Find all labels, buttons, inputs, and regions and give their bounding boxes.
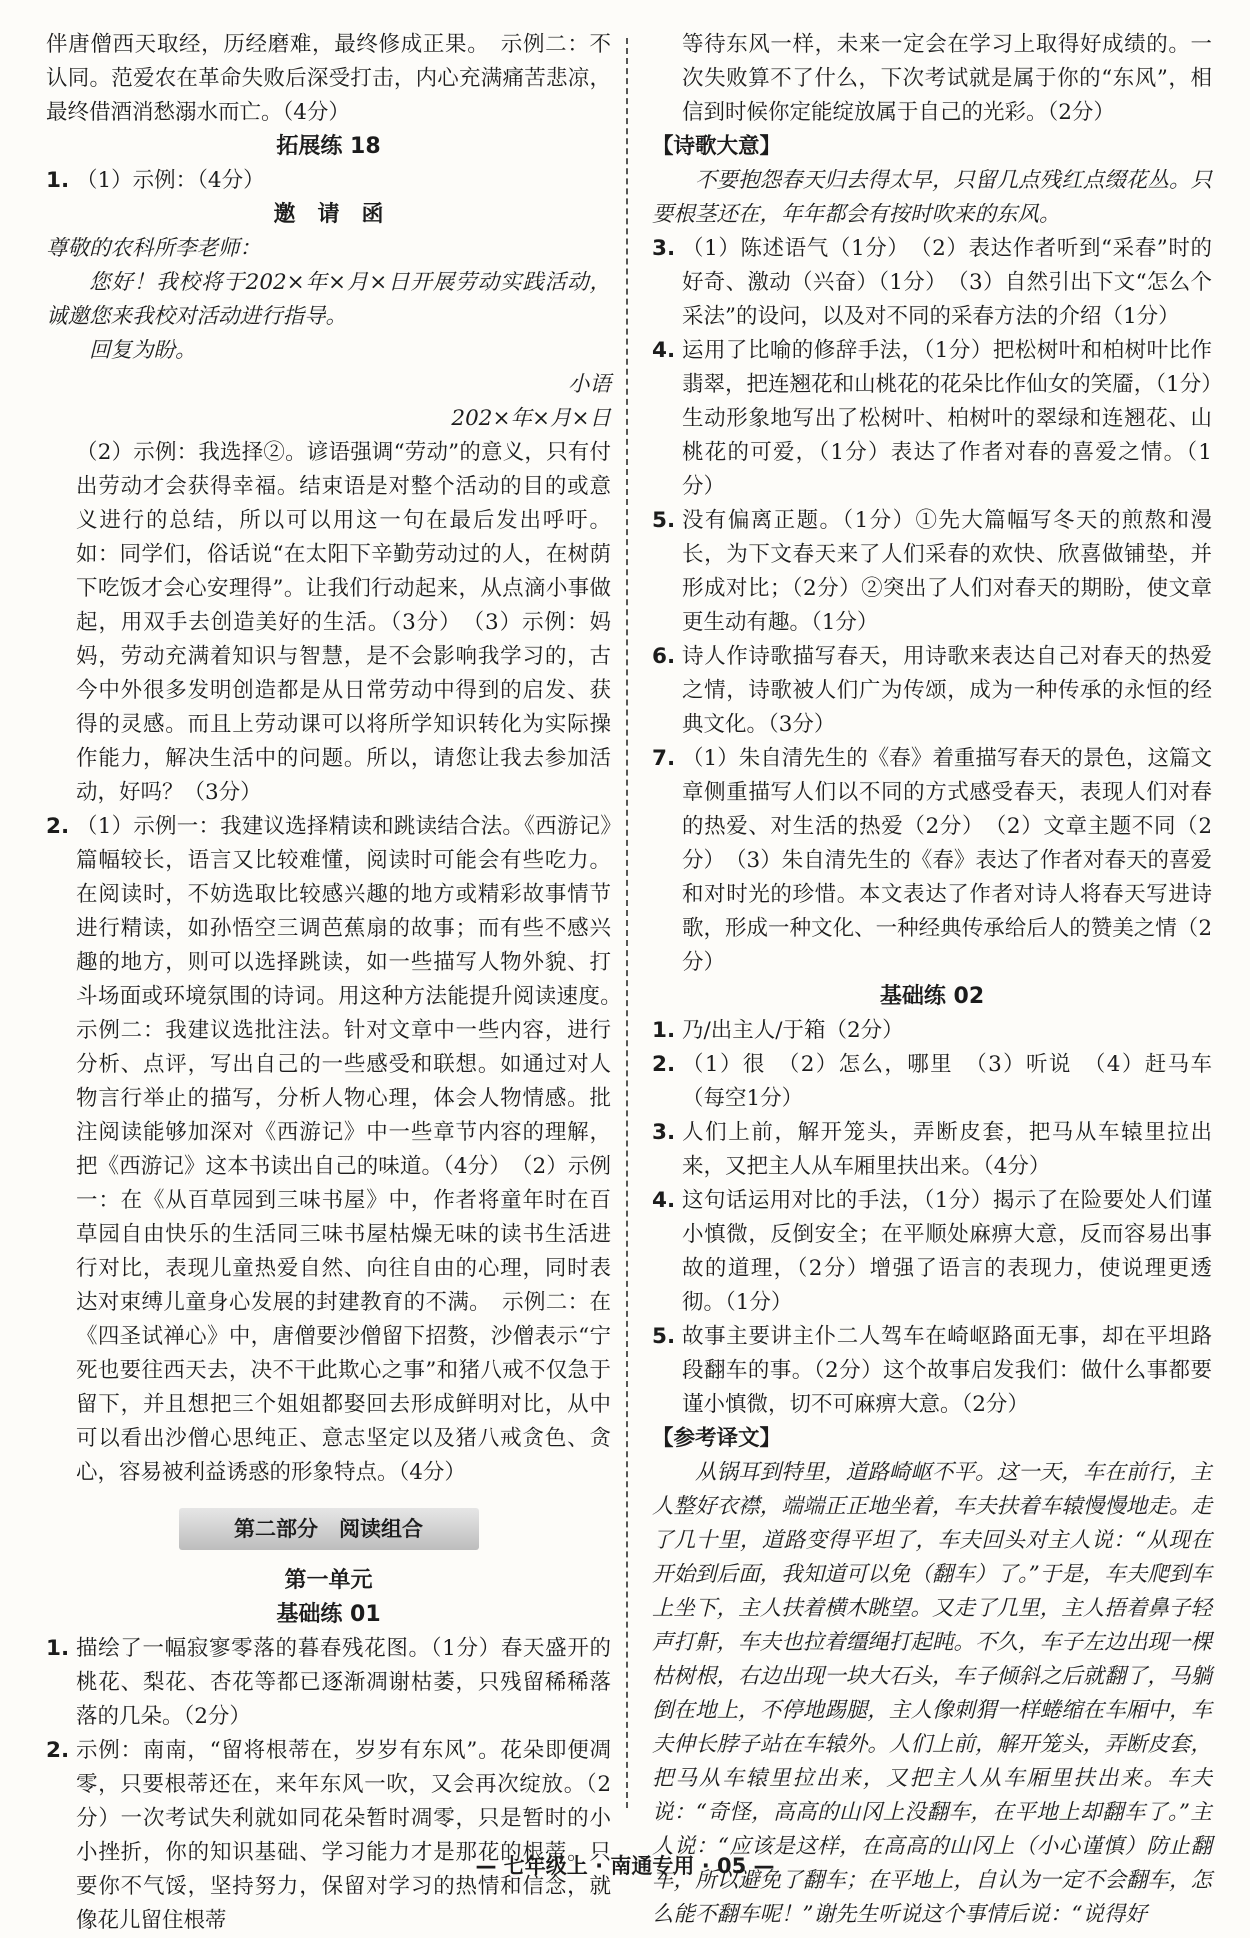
- answer-text: （2）示例：我选择②。谚语强调“劳动”的意义，只有付出劳动才会获得幸福。结束语是对整个活动的目的或意义进行的总结，所以可以用这一句在最后发出呼吁。如：同学们，俗话说“在太阳下辛勤劳动过的人，在树荫下吃饭才会心安理得”。让我们行动起来，从点滴小事做起，用双手去创造美好的生活。（3分） （3）示例：妈妈，劳动充满着知识与智慧，是不会影响我学习的，古今中外很多发明创造都是从日常劳动中得到的启发、获得的灵感。而且上劳动课可以将所学知识转化为实际操作能力，解决生活中的问题。所以，请您让我去参加活动，好吗？（3分）: [76, 440, 611, 805]
- question-number: 2.: [46, 814, 70, 839]
- letter-reply: 回复为盼。: [89, 338, 197, 363]
- section-heading-basic-02: 基础练 02: [879, 984, 985, 1009]
- answer-text: 诗人作诗歌描写春天，用诗歌来表达自己对春天的热爱之情，诗歌被人们广为传颂，成为一种传承的永恒的经典文化。（3分）: [682, 644, 1212, 737]
- question-7: [652, 742, 1212, 980]
- unit-heading: 第一单元: [284, 1568, 373, 1593]
- poem-meaning-heading: 【诗歌大意】: [652, 134, 782, 159]
- question-number: 1.: [46, 1636, 70, 1661]
- answer-text: （1）朱自清先生的《春》着重描写春天的景色，这篇文章侧重描写人们以不同的方式感受春天，表现人们对春的热爱、对生活的热爱（2分） （2）文章主题不同（2分） （3）朱自清先生的《春》表达了作者对春天的喜爱和对时光的珍惜。本文表达了作者对诗人将春天写进诗歌，形成一种文化、一种经典传承给后人的赞美之情（2分）: [682, 746, 1212, 975]
- answer-text: （1）很 （2）怎么，哪里 （3）听说 （4）赶马车（每空1分）: [682, 1052, 1212, 1111]
- section-heading-expand-18: 拓展练 18: [276, 134, 381, 159]
- letter-date: 202×年×月×日: [451, 406, 611, 431]
- question-2: [46, 810, 633, 1490]
- basic02-question-1: [652, 1014, 1212, 1048]
- answer-text: 人们上前，解开笼头，弄断皮套，把马从车辕里拉出来，又把主人从车厢里扶出来。（4分）: [682, 1120, 1212, 1179]
- answer-text: 没有偏离正题。（1分）①先大篇幅写冬天的煎熬和漫长，为下文春天来了人们采春的欢快、欣喜做铺垫，并形成对比；（2分）②突出了人们对春天的期盼，使文章更生动有趣。（1分）: [682, 508, 1212, 635]
- basic02-question-3: [652, 1116, 1212, 1184]
- basic02-question-2: [652, 1048, 1212, 1116]
- answer-text: 示例：南南，“留将根蒂在，岁岁有东风”。花朵即便凋零，只要根蒂还在，来年东风一吹，又会再次绽放。（2分）一次考试失利就如同花朵暂时凋零，只是暂时的小小挫折，你的知识基础、学习能力才是那花的根蒂。只要你不气馁，坚持努力，保留对学习的热情和信念，就像花儿留住根蒂: [76, 1738, 611, 1933]
- section-heading-basic-01: 基础练 01: [276, 1602, 381, 1627]
- question-number: 4.: [652, 1188, 676, 1213]
- answer-text: 故事主要讲主仆二人驾车在崎岖路面无事，却在平坦路段翻车的事。（2分）这个故事启发我们：做什么事都要谨小慎微，切不可麻痹大意。（2分）: [682, 1324, 1212, 1417]
- question-3: [652, 232, 1212, 334]
- question-1: [46, 164, 611, 198]
- column-divider: [626, 38, 628, 1808]
- answer-text: （1）示例：（4分）: [76, 168, 265, 193]
- question-5: [652, 504, 1212, 640]
- answer-text: 这句话运用对比的手法，（1分）揭示了在险要处人们谨小慎微，反倒安全；在平顺处麻痹大意，反而容易出事故的道理，（2分）增强了语言的表现力，使说理更透彻。（1分）: [682, 1188, 1212, 1315]
- translation-text: 从锅耳到特里，道路崎岖不平。这一天，车在前行，主人整好衣襟，端端正正地坐着，车夫扶着车辕慢慢地走。走了几十里，道路变得平坦了，车夫回头对主人说：“从现在开始到后面，我知道可以免（翻车）了。”于是，车夫爬到车上坐下，主人扶着横木眺望。又走了几里，主人捂着鼻子轻声打鼾，车夫也拉着缰绳打起盹。不久，车子左边出现一棵枯树根，右边出现一块大石头，车子倾斜之后就翻了，马躺倒在地上，不停地踢腿，主人像刺猬一样蜷缩在车厢中，车夫伸长脖子站在车辕外。人们上前，解开笼头，弄断皮套，把马从车辕里拉出来，又把主人从车厢里扶出来。车夫说：“奇怪，高高的山冈上没翻车，在平地上却翻车了。”主人说：“应该是这样，在高高的山冈上（小心谨慎）防止翻车，所以避免了翻车；在平地上，自认为一定不会翻车，怎么能不翻车呢！”谢先生听说这个事情后说：“说得好: [652, 1460, 1212, 1927]
- answer-text: 运用了比喻的修辞手法，（1分）把松树叶和柏树叶比作翡翠，把连翘花和山桃花的花朵比作仙女的笑靥，（1分）生动形象地写出了松树叶、柏树叶的翠绿和连翘花、山桃花的可爱，（1分）表达了作者对春的喜爱之情。（1分）: [682, 338, 1212, 499]
- question-number: 2.: [46, 1738, 70, 1763]
- part-banner: 第二部分 阅读组合: [179, 1508, 479, 1550]
- question-6: [652, 640, 1212, 742]
- letter-body: 您好！我校将于202×年×月×日开展劳动实践活动，诚邀您来我校对活动进行指导。: [46, 270, 611, 329]
- question-number: 5.: [652, 1324, 676, 1349]
- question-number: 1.: [46, 168, 70, 193]
- letter-title: 邀 请 函: [273, 202, 384, 227]
- question-number: 4.: [652, 338, 676, 363]
- poem-meaning: 不要抱怨春天归去得太早，只留几点残红点缀花丛。只要根茎还在，年年都会有按时吹来的东风。: [652, 168, 1212, 227]
- answer-text: 描绘了一幅寂寥零落的暮春残花图。（1分）春天盛开的桃花、梨花、杏花等都已逐渐凋谢枯萎，只残留稀稀落落的几朵。（2分）: [76, 1636, 611, 1729]
- answer-text: （1）示例一：我建议选择精读和跳读结合法。《西游记》篇幅较长，语言又比较难懂，阅读时可能会有些吃力。在阅读时，不妨选取比较感兴趣的地方或精彩故事情节进行精读，如孙悟空三调芭蕉扇的故事；而有些不感兴趣的地方，则可以选择跳读，如一些描写人物外貌、打斗场面或环境氛围的诗词。用这种方法能提升阅读速度。 示例二：我建议选批注法。针对文章中一些内容，进行分析、点评，写出自己的一些感受和联想。如通过对人物言行举止的描写，分析人物心理，体会人物情感。批注阅读能够加深对《西游记》中一些章节内容的理解，把《西游记》这本书读出自己的味道。（4分） （2）示例一：在《从百草园到三味书屋》中，作者将童年时在百草园自由快乐的生活同三味书屋枯燥无味的读书生活进行对比，表现儿童热爱自然、向往自由的心理，同时表达对束缚儿童身心发展的封建教育的不满。 示例二：在《四圣试禅心》中，唐僧要沙僧留下招赘，沙僧表示“宁死也要往西天去，决不干此欺心之事”和猪八戒不仅急于留下，并且想把三个姐姐都娶回去形成鲜明对比，从中可以看出沙僧心思纯正、意志坚定以及猪八戒贪色、贪心，容易被利益诱惑的形象特点。（4分）: [76, 814, 633, 1485]
- basic01-question-1: [46, 1632, 611, 1734]
- question-number: 7.: [652, 746, 676, 771]
- intro-text: 伴唐僧西天取经，历经磨难，最终修成正果。 示例二：不认同。范爱农在革命失败后深受打击，内心充满痛苦悲凉，最终借酒消愁溺水而亡。（4分）: [46, 32, 611, 125]
- question-4: [652, 334, 1212, 504]
- question-number: 2.: [652, 1052, 676, 1077]
- answer-text: 乃/出主人/于箱（2分）: [682, 1018, 904, 1043]
- page-footer: — 七年级上 · 南通专用 · 05 —: [475, 1854, 775, 1878]
- question-number: 3.: [652, 236, 676, 261]
- letter-signature: 小语: [567, 372, 611, 397]
- basic02-question-4: [652, 1184, 1212, 1320]
- basic02-question-5: [652, 1320, 1212, 1422]
- question-number: 3.: [652, 1120, 676, 1145]
- right-column: [652, 28, 1212, 1932]
- question-number: 1.: [652, 1018, 676, 1043]
- continued-text: 等待东风一样，未来一定会在学习上取得好成绩的。一次失败算不了什么，下次考试就是属于你的“东风”，相信到时候你定能绽放属于自己的光彩。（2分）: [682, 32, 1212, 125]
- translation-heading: 【参考译文】: [652, 1426, 782, 1451]
- question-number: 5.: [652, 508, 676, 533]
- answer-text: （1）陈述语气（1分） （2）表达作者听到“采春”时的好奇、激动（兴奋）（1分） （3）自然引出下文“怎么个采法”的设问，以及对不同的采春方法的介绍（1分）: [682, 236, 1212, 329]
- basic01-question-2: [46, 1734, 611, 1938]
- letter-greeting: 尊敬的农科所李老师：: [46, 236, 262, 261]
- question-number: 6.: [652, 644, 676, 669]
